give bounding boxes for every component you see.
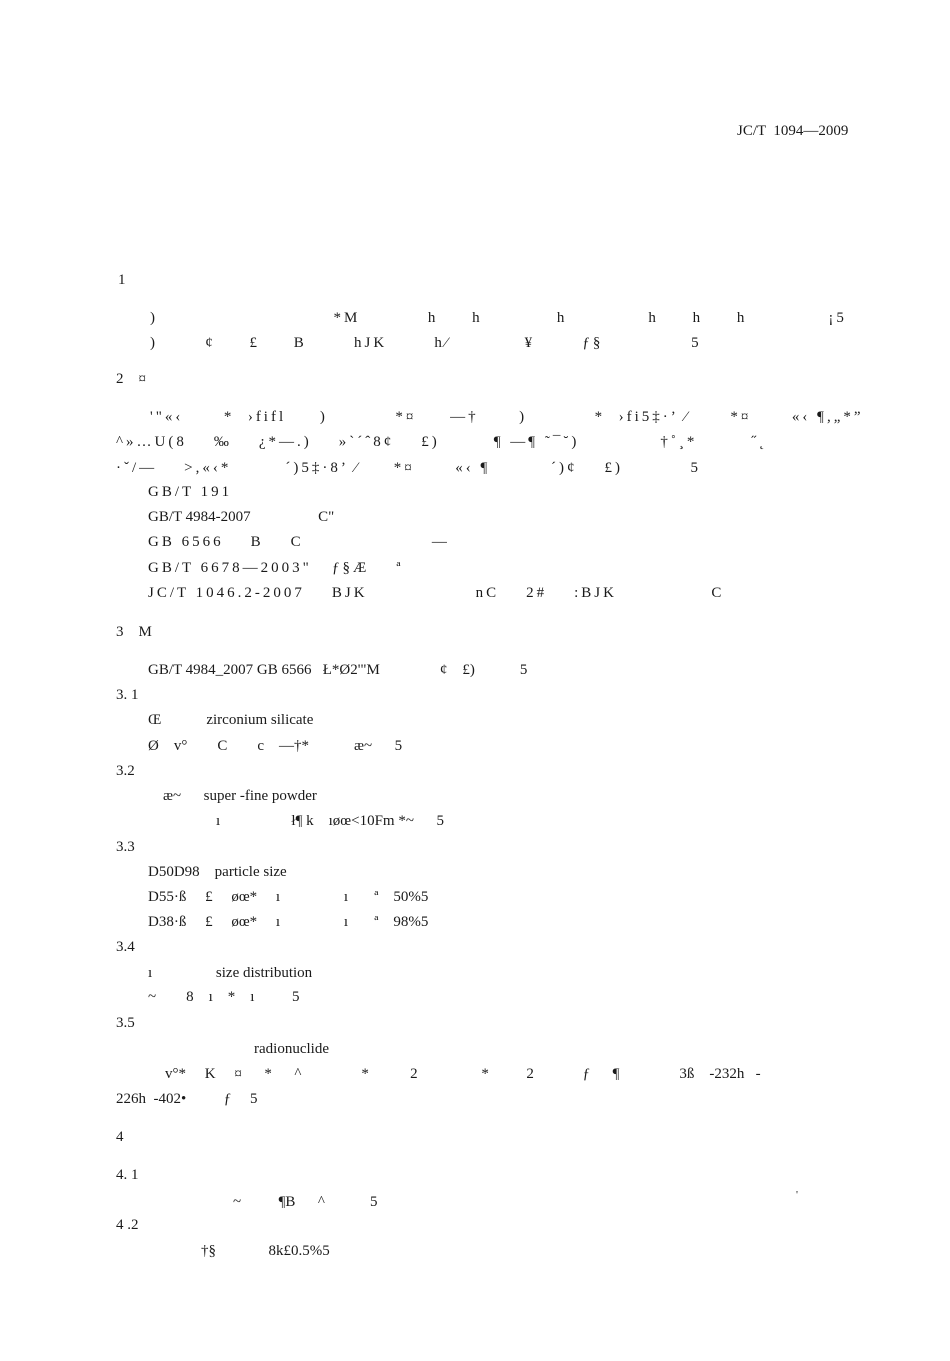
term-3-3-name: D50D98 particle size — [148, 864, 287, 880]
term-3-4-definition: ~ 8 ı * ı 5 — [148, 989, 300, 1005]
term-3-5-name: radionuclide — [254, 1041, 329, 1057]
term-3-5-number: 3.5 — [116, 1015, 135, 1031]
term-3-5-definition-line-1: v°* K ¤ * ^ * 2 * 2 ƒ ¶ 3ß -232h - — [165, 1066, 761, 1082]
clause-4-2-text: †§ 8k£0.5%5 — [201, 1243, 330, 1259]
term-3-2-definition: ı ł¶ k ıøœ<10Fm *~ 5 — [216, 813, 444, 829]
section-4-heading: 4 — [116, 1129, 124, 1145]
section-2-paragraph-line-3: ·ˇ/— >,«‹* ´)5‡·8’ ⁄ *¤ «‹ ¶ ´)¢ £) 5 — [116, 460, 702, 476]
term-3-1-number: 3. 1 — [116, 687, 139, 703]
term-3-3-d50-definition: D55·ß £ øœ* ı ı ª 50%5 — [148, 889, 429, 905]
clause-4-2-number: 4 .2 — [116, 1217, 139, 1233]
clause-4-1-number: 4. 1 — [116, 1167, 139, 1183]
clause-4-1-text: ~ ¶B ^ 5 — [233, 1194, 378, 1210]
section-2-paragraph-line-2: ^»…U(8 ‰ ¿*—.) »`´ˆ8¢ £) ¶ —¶ ˜¯˘) †˚¸* ˝˛ — [116, 434, 768, 450]
normative-reference-3: GB 6566 B C — — [148, 534, 450, 550]
term-3-3-number: 3.3 — [116, 839, 135, 855]
term-3-2-number: 3.2 — [116, 763, 135, 779]
term-3-2-name: æ~ super -fine powder — [163, 788, 317, 804]
clause-4-1-mark: ' — [796, 1189, 798, 1201]
term-3-1-name: Œ zirconium silicate — [148, 712, 314, 728]
normative-reference-4: GB/T 6678—2003" ƒ§Æ ª — [148, 560, 404, 576]
normative-reference-5: JC/T 1046.2-2007 BJK nC 2# :BJK C — [148, 585, 725, 601]
section-2-paragraph-line-1: '"«‹ * ›fifl ) *¤ —† ) * ›fi5‡·’ ⁄ *¤ «‹ ¶,„*” — [150, 409, 864, 425]
section-2-heading: 2 ¤ — [116, 371, 146, 387]
term-3-4-name: ı size distribution — [148, 965, 313, 981]
document-code: JC/T 1094—2009 — [737, 123, 849, 139]
term-3-5-definition-line-2: 226h -402• ƒ 5 — [116, 1091, 258, 1107]
section-1-line-1: ) *M h h h h h h ¡5 — [150, 310, 847, 326]
section-1-number: 1 — [118, 272, 126, 288]
section-3-heading: 3 M — [116, 624, 152, 640]
term-3-3-d98-definition: D38·ß £ øœ* ı ı ª 98%5 — [148, 914, 429, 930]
normative-reference-2: GB/T 4984-2007 C" — [148, 509, 335, 525]
term-3-1-definition: Ø v° C c —†* æ~ 5 — [148, 738, 403, 754]
section-1-line-2: ) ¢ £ B hJK h⁄ ¥ ƒ§ 5 — [150, 335, 702, 351]
term-3-4-number: 3.4 — [116, 939, 135, 955]
normative-reference-1: GB/T 191 — [148, 484, 233, 500]
section-3-intro: GB/T 4984_2007 GB 6566 Ł*Ø2'"M ¢ £) 5 — [148, 662, 528, 678]
